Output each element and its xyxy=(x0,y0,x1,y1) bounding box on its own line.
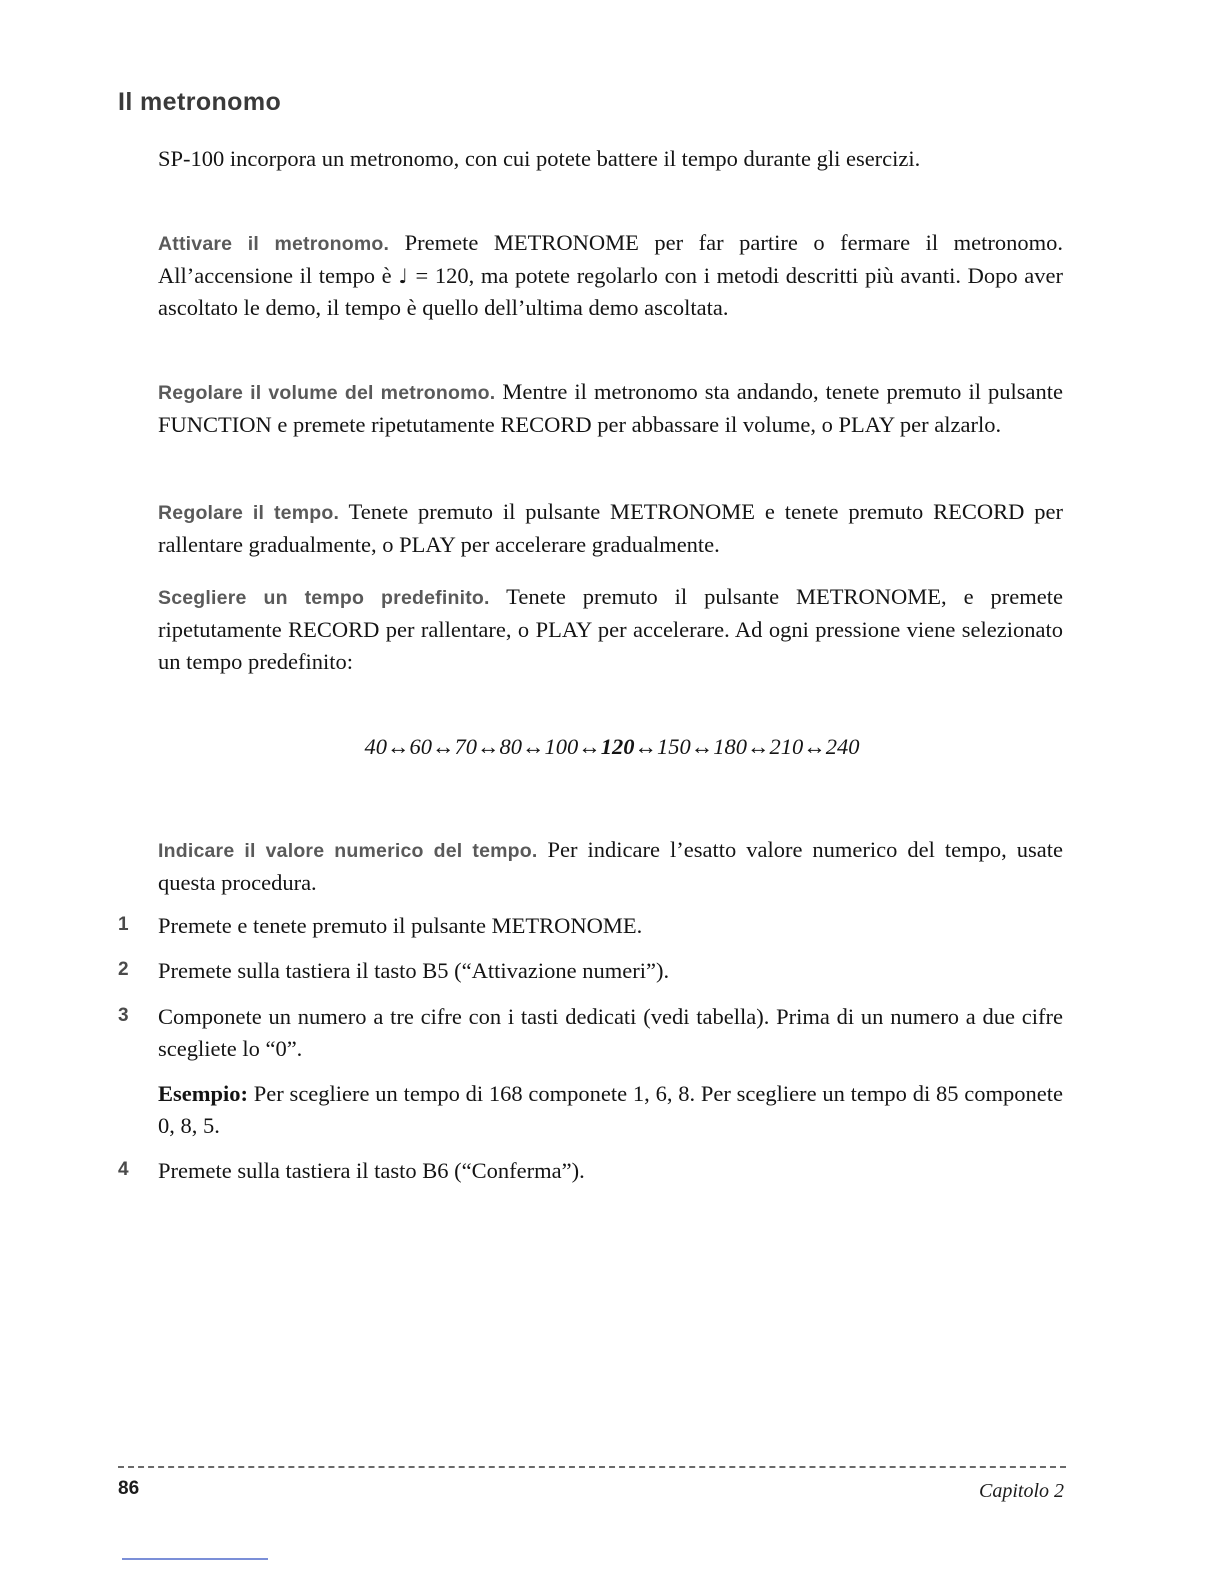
paragraph-text: Tenete premuto il pulsante METRONOME, e premete ripetutamente RECORD per rallentare, o PLAY per accelerare. Ad ogni pressione viene selezionato un tempo predefinito: xyxy=(158,584,1063,674)
paragraph-text-continued: = 120, ma potete regolarlo con i metodi descritti più avanti. Dopo aver ascoltato le demo, il tempo è quello dell’ultima demo ascoltata. xyxy=(158,263,1064,320)
step-text: Premete sulla tastiera il tasto B6 (“Conferma”). xyxy=(158,1158,585,1183)
section-heading: Il metronomo xyxy=(118,88,282,116)
example-label: Esempio: xyxy=(158,1081,248,1106)
paragraph-volume xyxy=(158,376,1063,441)
tempo-series-after: ↔150↔180↔210↔240 xyxy=(634,734,860,759)
step-number: 3 xyxy=(118,1005,129,1026)
step-number: 4 xyxy=(118,1159,129,1180)
paragraph-tempo xyxy=(158,496,1063,561)
paragraph-preset-tempo xyxy=(158,581,1063,678)
paragraph-text: Tenete premuto il pulsante METRONOME e tenete premuto RECORD per rallentare gradualmente, o PLAY per accelerare gradualmente. xyxy=(158,499,1063,557)
paragraph-text: Premete METRONOME per far partire o fermare il metronomo. All’accensione il tempo è xyxy=(158,230,1063,288)
paragraph-lead: Attivare il metronomo. xyxy=(158,233,390,255)
paragraph-text: Mentre il metronomo sta andando, tenete premuto il pulsante FUNCTION e premete ripetutamente RECORD per abbassare il volume, o PLAY per alzarlo. xyxy=(158,379,1064,437)
footer-divider xyxy=(118,1466,1066,1468)
scan-edge-line xyxy=(122,1558,268,1560)
paragraph-lead: Regolare il volume del metronomo. xyxy=(158,382,496,404)
tempo-series-highlight: 120 xyxy=(600,734,635,759)
step-text: Premete sulla tastiera il tasto B5 (“Attivazione numeri”). xyxy=(158,958,670,983)
paragraph-text: Per indicare l’esatto valore numerico del tempo, usate questa procedura. xyxy=(158,837,1063,895)
paragraph-numeric-tempo xyxy=(158,834,1063,899)
chapter-label: Capitolo 2 xyxy=(978,1480,1064,1502)
paragraph-lead: Scegliere un tempo predefinito. xyxy=(158,587,490,609)
paragraph-lead: Regolare il tempo. xyxy=(158,502,340,524)
step-number: 2 xyxy=(118,959,129,980)
example-paragraph xyxy=(158,1078,1063,1142)
tempo-series-before: 40↔60↔70↔80↔100↔ xyxy=(364,734,601,759)
step-text: Componete un numero a tre cifre con i tasti dedicati (vedi tabella). Prima di un numero a due cifre scegliete lo “0”. xyxy=(158,1004,1063,1061)
intro-paragraph: SP-100 incorpora un metronomo, con cui potete battere il tempo durante gli esercizi. xyxy=(158,146,921,171)
page-number: 86 xyxy=(118,1478,140,1499)
example-text: Per scegliere un tempo di 168 componete 1, 6, 8. Per scegliere un tempo di 85 componete 0, 8, 5. xyxy=(158,1081,1063,1138)
step-text: Premete e tenete premuto il pulsante METRONOME. xyxy=(158,913,643,938)
tempo-series xyxy=(0,734,1224,760)
paragraph-lead: Indicare il valore numerico del tempo. xyxy=(158,840,538,862)
paragraph-attivare xyxy=(158,227,1063,324)
step-number: 1 xyxy=(118,914,129,935)
quarter-note-icon: ♩ xyxy=(398,264,409,288)
